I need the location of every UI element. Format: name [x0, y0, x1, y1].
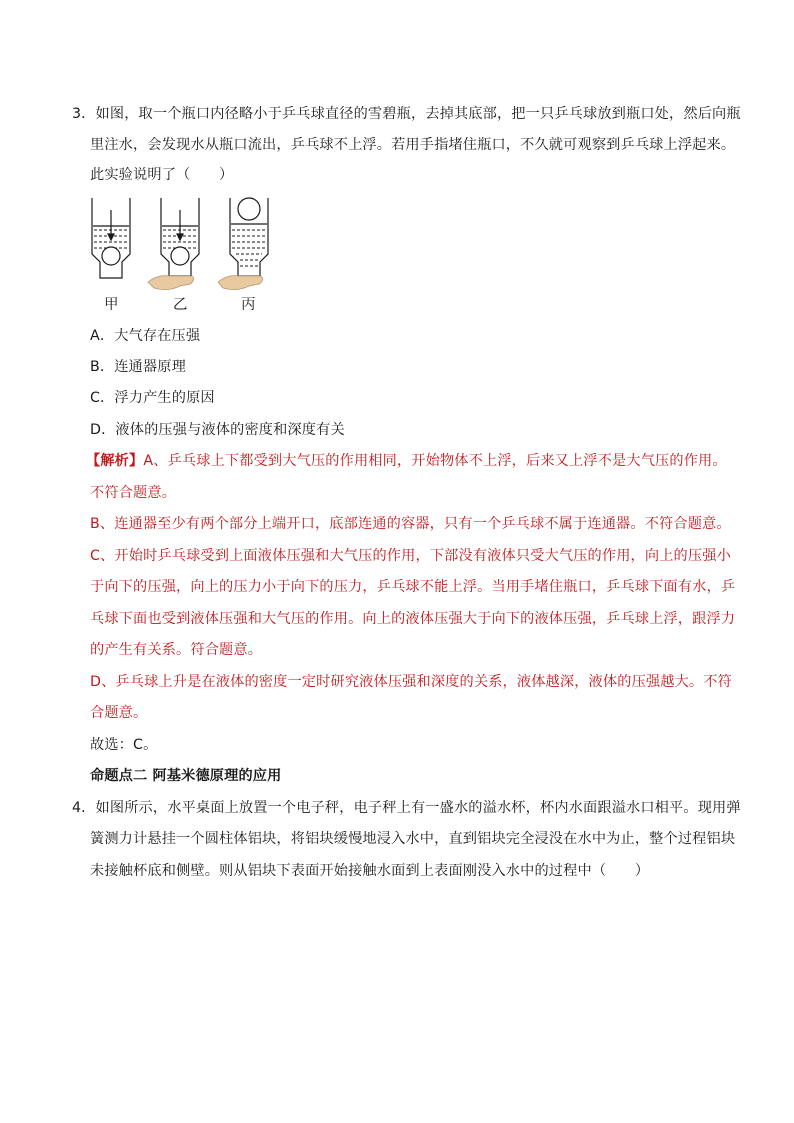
bottle-jia — [92, 198, 130, 278]
q3-analysis-line-1 — [86, 451, 727, 471]
q3-analysis-line-3: B、连通器至少有两个部分上端开口，底部连通的容器，只有一个乒乓球不属于连通器。不符合题意。 — [90, 516, 731, 532]
figure-label-jia: 甲 — [104, 297, 119, 313]
q4-stem-line-2: 簧测力计悬挂一个圆柱体铝块，将铝块缓慢地浸入水中，直到铝块完全浸没在水中为止，整个过程铝块 — [90, 831, 736, 847]
q3-analysis-line-2: 不符合题意。 — [90, 485, 177, 501]
q3-answer: 故选：C。 — [90, 737, 158, 753]
q4-stem-line-3: 未接触杯底和侧壁。则从铝块下表面开始接触水面到上表面刚没入水中的过程中（ ） — [90, 863, 650, 879]
q3-option-c: C．浮力产生的原因 — [90, 390, 215, 406]
q4-stem-line-1: 4．如图所示，水平桌面上放置一个电子秤，电子秤上有一盛水的溢水杯，杯内水面跟溢水口相平。现用弹 — [72, 800, 741, 816]
q3-analysis-line-7: 的产生有关系。符合题意。 — [90, 642, 263, 658]
figure-label-bing: 丙 — [241, 297, 256, 313]
q3-analysis-line-8: D、乒乓球上升是在液体的密度一定时研究液体压强和深度的关系，液体越深，液体的压强越大。不符 — [90, 674, 732, 690]
analysis-text-1: A、乒乓球上下都受到大气压的作用相同，开始物体不上浮，后来又上浮不是大气压的作用。 — [143, 453, 727, 469]
q3-analysis-line-9: 合题意。 — [90, 705, 148, 721]
q3-analysis-line-6: 乓球下面也受到液体压强和大气压的作用。向上的液体压强大于向下的液体压强，乒乓球上浮，跟浮力 — [90, 611, 736, 627]
q3-option-a: A．大气存在压强 — [90, 328, 201, 344]
q3-stem-line-3: 此实验说明了（ ） — [90, 167, 234, 183]
q3-analysis-line-5: 于向下的压强，向上的压力小于向下的压力，乒乓球不能上浮。当用手堵住瓶口，乒乓球下面有水，乒 — [90, 579, 736, 595]
q3-stem-line-1: 3．如图，取一个瓶口内径略小于乒乓球直径的雪碧瓶，去掉其底部，把一只乒乓球放到瓶口处，然后向瓶 — [72, 106, 741, 122]
hand-yi — [148, 276, 194, 290]
q3-stem-line-2: 里注水，会发现水从瓶口流出，乒乓球不上浮。若用手指堵住瓶口，不久就可观察到乒乓球上浮起来。 — [90, 137, 736, 153]
figure-label-yi: 乙 — [173, 297, 188, 313]
q3-option-d: D．液体的压强与液体的密度和深度有关 — [90, 422, 345, 438]
section-heading: 命题点二 阿基米德原理的应用 — [90, 768, 282, 784]
analysis-tag: 【解析】 — [86, 453, 144, 469]
bottle-bing — [230, 198, 268, 276]
q3-option-b: B．连通器原理 — [90, 359, 186, 375]
bottle-yi — [161, 198, 199, 276]
hand-bing — [218, 276, 263, 290]
q3-analysis-line-4: C、开始时乒乓球受到上面液体压强和大气压的作用，下部没有液体只受大气压的作用，向上的压强小 — [90, 548, 731, 564]
